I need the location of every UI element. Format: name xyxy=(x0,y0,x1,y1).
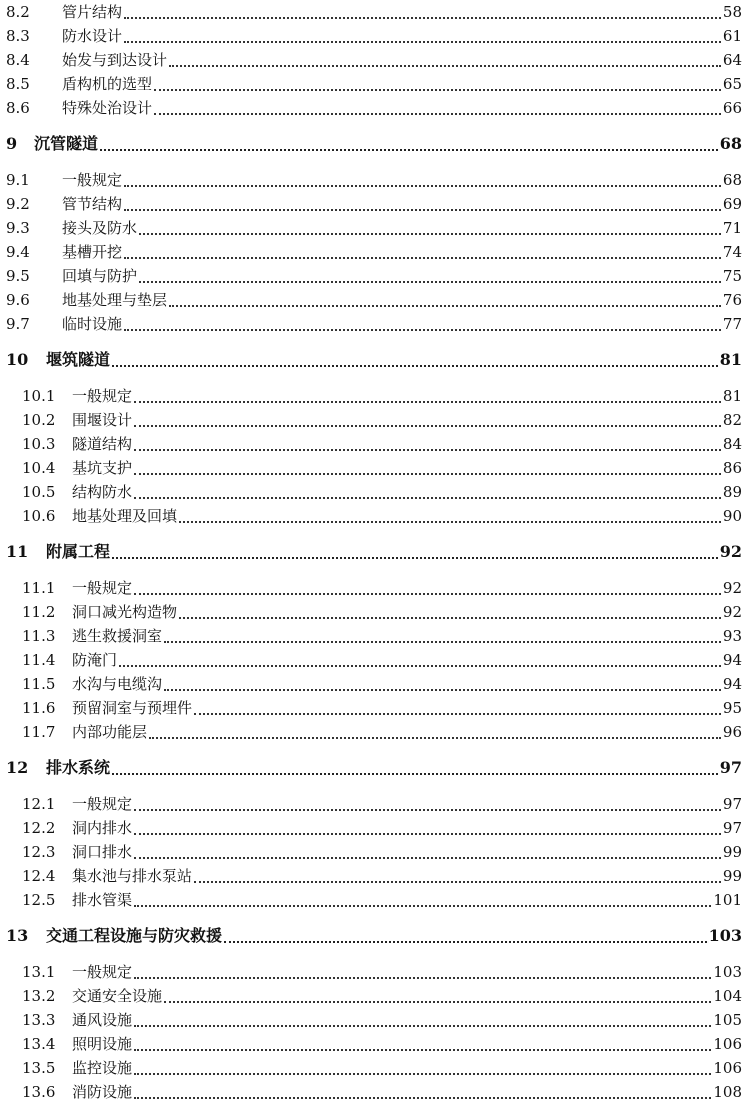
toc-entry-title: 排水系统 xyxy=(46,757,111,777)
toc-entry-title: 交通工程设施与防灾救援 xyxy=(46,925,223,945)
toc-dot-leader xyxy=(134,1073,711,1075)
toc-dot-leader xyxy=(164,689,721,691)
toc-entry-page: 71 xyxy=(722,218,742,237)
toc-dot-leader xyxy=(134,833,721,835)
toc-entry-number: 8.6 xyxy=(6,99,30,118)
toc-entry-number: 11.4 xyxy=(22,650,56,669)
toc-entry-page: 92 xyxy=(722,578,742,597)
toc-section-row[interactable] xyxy=(0,264,750,288)
toc-section-row[interactable] xyxy=(0,840,750,864)
toc-entry-number: 9.2 xyxy=(6,194,30,213)
toc-entry-page: 101 xyxy=(713,891,742,909)
toc-entry-page: 86 xyxy=(722,459,742,477)
toc-entry-title: 地基处理与垫层 xyxy=(62,291,168,310)
toc-entry-number: 8.3 xyxy=(6,27,30,45)
toc-section-row[interactable] xyxy=(0,696,750,720)
toc-entry-number: 13.6 xyxy=(22,1082,56,1101)
toc-section-row[interactable] xyxy=(0,408,750,432)
toc-entry-page: 105 xyxy=(713,1010,742,1029)
toc-entry-title: 基槽开挖 xyxy=(62,243,123,261)
toc-section-row[interactable] xyxy=(0,864,750,888)
toc-entry-title: 洞内排水 xyxy=(72,818,133,837)
toc-section-row[interactable] xyxy=(0,240,750,264)
toc-dot-leader xyxy=(154,89,721,91)
toc-dot-leader xyxy=(169,65,721,67)
toc-entry-page: 96 xyxy=(722,723,742,742)
toc-dot-leader xyxy=(124,185,721,187)
toc-entry-title: 围堰设计 xyxy=(72,410,133,429)
toc-entry-number: 11.6 xyxy=(22,699,56,717)
toc-dot-leader xyxy=(112,557,718,559)
toc-entry-page: 106 xyxy=(713,1058,742,1077)
toc-entry-title: 交通安全设施 xyxy=(72,986,163,1005)
toc-dot-leader xyxy=(112,365,718,367)
toc-entry-title: 预留洞室与预埋件 xyxy=(72,699,193,717)
toc-entry-number: 13.1 xyxy=(22,962,56,981)
toc-entry-number: 9.1 xyxy=(6,170,30,189)
toc-chapter-row[interactable] xyxy=(0,756,750,780)
toc-section-row[interactable] xyxy=(0,72,750,96)
toc-entry-page: 92 xyxy=(722,602,742,621)
toc-entry-title: 集水池与排水泵站 xyxy=(72,866,193,885)
toc-entry-page: 81 xyxy=(719,350,742,369)
toc-section-row[interactable] xyxy=(0,600,750,624)
toc-entry-number: 10.5 xyxy=(22,483,56,502)
toc-dot-leader xyxy=(134,1049,711,1051)
toc-entry-title: 临时设施 xyxy=(62,315,123,334)
toc-entry-number: 10.4 xyxy=(22,459,56,477)
toc-entry-title: 一般规定 xyxy=(72,962,133,981)
toc-entry-number: 9.4 xyxy=(6,243,30,261)
toc-entry-number: 9 xyxy=(6,134,18,153)
toc-entry-number: 8.4 xyxy=(6,51,30,70)
toc-entry-number: 13.5 xyxy=(22,1058,56,1077)
toc-dot-leader xyxy=(119,665,721,667)
toc-entry-title: 防水设计 xyxy=(62,27,123,45)
toc-dot-leader xyxy=(139,281,721,283)
toc-entry-number: 11.1 xyxy=(22,578,56,597)
toc-entry-page: 104 xyxy=(713,986,742,1005)
toc-entry-page: 61 xyxy=(722,27,742,45)
toc-dot-leader xyxy=(112,773,718,775)
toc-entry-page: 81 xyxy=(722,386,742,405)
toc-dot-leader xyxy=(154,113,721,115)
toc-entry-number: 9.5 xyxy=(6,267,30,286)
toc-entry-title: 堰筑隧道 xyxy=(46,350,111,369)
toc-dot-leader xyxy=(134,809,721,811)
toc-entry-title: 防淹门 xyxy=(72,650,118,669)
toc-entry-page: 89 xyxy=(722,483,742,502)
toc-section-row[interactable] xyxy=(0,624,750,648)
toc-dot-leader xyxy=(134,473,721,475)
toc-section-row[interactable] xyxy=(0,312,750,336)
toc-entry-title: 一般规定 xyxy=(72,794,133,813)
toc-section-row[interactable] xyxy=(0,888,750,912)
toc-entry-page: 66 xyxy=(722,99,742,118)
toc-section-row[interactable] xyxy=(0,288,750,312)
toc-dot-leader xyxy=(179,521,721,523)
toc-entry-number: 13.2 xyxy=(22,986,56,1005)
toc-entry-number: 12 xyxy=(6,757,29,777)
toc-entry-number: 11.2 xyxy=(22,602,56,621)
toc-dot-leader xyxy=(224,941,707,943)
toc-entry-page: 97 xyxy=(719,757,742,777)
toc-entry-number: 11.3 xyxy=(22,626,56,645)
toc-dot-leader xyxy=(194,713,721,715)
toc-entry-number: 10 xyxy=(6,350,29,369)
toc-entry-page: 92 xyxy=(719,541,742,561)
toc-entry-page: 94 xyxy=(722,675,742,693)
toc-dot-leader xyxy=(124,209,721,211)
toc-dot-leader xyxy=(124,41,721,43)
toc-dot-leader xyxy=(134,497,721,499)
toc-entry-page: 103 xyxy=(708,925,742,945)
toc-dot-leader xyxy=(164,641,721,643)
toc-entry-title: 洞口减光构造物 xyxy=(72,602,178,621)
toc-section-row[interactable] xyxy=(0,1056,750,1080)
toc-chapter-row[interactable] xyxy=(0,540,750,564)
toc-entry-number: 12.3 xyxy=(22,842,56,861)
toc-entry-title: 地基处理及回填 xyxy=(72,507,178,526)
toc-dot-leader xyxy=(149,737,721,739)
toc-section-row[interactable] xyxy=(0,504,750,528)
toc-chapter-row[interactable] xyxy=(0,132,750,156)
toc-entry-page: 75 xyxy=(722,267,742,286)
toc-entry-number: 11.5 xyxy=(22,675,56,693)
toc-entry-title: 盾构机的选型 xyxy=(62,75,153,94)
toc-dot-leader xyxy=(134,401,721,403)
toc-entry-page: 93 xyxy=(722,626,742,645)
toc-section-row[interactable] xyxy=(0,792,750,816)
toc-entry-number: 10.6 xyxy=(22,507,56,526)
toc-dot-leader xyxy=(124,257,721,259)
toc-entry-page: 65 xyxy=(722,75,742,94)
toc-entry-page: 68 xyxy=(722,170,742,189)
toc-section-row[interactable] xyxy=(0,0,750,24)
toc-chapter-row[interactable] xyxy=(0,348,750,372)
toc-entry-number: 8.5 xyxy=(6,75,30,94)
toc-entry-title: 基坑支护 xyxy=(72,459,133,477)
toc-entry-number: 8.2 xyxy=(6,3,30,21)
toc-entry-page: 58 xyxy=(722,3,742,21)
toc-entry-title: 回填与防护 xyxy=(62,267,138,286)
toc-entry-page: 82 xyxy=(722,410,742,429)
toc-entry-title: 管片结构 xyxy=(62,3,123,21)
toc-entry-title: 隧道结构 xyxy=(72,434,133,453)
toc-chapter-row[interactable] xyxy=(0,924,750,948)
toc-entry-page: 77 xyxy=(722,315,742,334)
toc-entry-page: 106 xyxy=(713,1034,742,1053)
toc-entry-page: 94 xyxy=(722,650,742,669)
toc-entry-page: 90 xyxy=(722,507,742,526)
toc-entry-page: 99 xyxy=(722,842,742,861)
toc-entry-number: 9.3 xyxy=(6,218,30,237)
toc-entry-page: 97 xyxy=(722,818,742,837)
toc-entry-title: 管节结构 xyxy=(62,194,123,213)
toc-entry-title: 通风设施 xyxy=(72,1010,133,1029)
toc-entry-page: 68 xyxy=(719,134,742,153)
toc-dot-leader xyxy=(164,1001,711,1003)
toc-entry-title: 沉管隧道 xyxy=(34,134,99,153)
toc-dot-leader xyxy=(100,149,718,151)
toc-entry-number: 13 xyxy=(6,925,29,945)
toc-entry-page: 76 xyxy=(722,291,742,310)
toc-section-row[interactable] xyxy=(0,48,750,72)
toc-entry-number: 10.1 xyxy=(22,386,56,405)
toc-entry-number: 12.4 xyxy=(22,866,56,885)
toc-entry-title: 附属工程 xyxy=(46,541,111,561)
toc-section-row[interactable] xyxy=(0,384,750,408)
toc-dot-leader xyxy=(134,857,721,859)
toc-entry-title: 一般规定 xyxy=(62,170,123,189)
toc-entry-title: 特殊处治设计 xyxy=(62,99,153,118)
toc-dot-leader xyxy=(134,1025,711,1027)
toc-entry-title: 接头及防水 xyxy=(62,218,138,237)
toc-section-row[interactable] xyxy=(0,1008,750,1032)
toc-entry-number: 12.1 xyxy=(22,794,56,813)
toc-dot-leader xyxy=(179,617,721,619)
toc-dot-leader xyxy=(134,425,721,427)
toc-section-row[interactable] xyxy=(0,648,750,672)
toc-entry-number: 11 xyxy=(6,541,29,561)
toc-entry-page: 95 xyxy=(722,699,742,717)
toc-section-row[interactable] xyxy=(0,480,750,504)
toc-entry-page: 64 xyxy=(722,51,742,70)
toc-entry-title: 照明设施 xyxy=(72,1034,133,1053)
toc-entry-number: 9.6 xyxy=(6,291,30,310)
toc-dot-leader xyxy=(134,905,711,907)
toc-entry-title: 逃生救援洞室 xyxy=(72,626,163,645)
toc-section-row[interactable] xyxy=(0,816,750,840)
toc-entry-number: 12.2 xyxy=(22,818,56,837)
toc-entry-title: 水沟与电缆沟 xyxy=(72,675,163,693)
toc-entry-title: 消防设施 xyxy=(72,1082,133,1101)
toc-entry-page: 74 xyxy=(722,243,742,261)
toc-section-row[interactable] xyxy=(0,960,750,984)
toc-section-row[interactable] xyxy=(0,672,750,696)
toc-entry-title: 监控设施 xyxy=(72,1058,133,1077)
toc-dot-leader xyxy=(134,1097,711,1099)
toc-dot-leader xyxy=(124,329,721,331)
toc-entry-page: 97 xyxy=(722,794,742,813)
toc-entry-title: 洞口排水 xyxy=(72,842,133,861)
toc-section-row[interactable] xyxy=(0,216,750,240)
toc-entry-title: 结构防水 xyxy=(72,483,133,502)
toc-entry-title: 始发与到达设计 xyxy=(62,51,168,70)
toc-entry-number: 11.7 xyxy=(22,723,56,742)
toc-entry-title: 一般规定 xyxy=(72,578,133,597)
toc-section-row[interactable] xyxy=(0,96,750,120)
toc-section-row[interactable] xyxy=(0,168,750,192)
toc-entry-page: 84 xyxy=(722,434,742,453)
toc-section-row[interactable] xyxy=(0,432,750,456)
toc-dot-leader xyxy=(139,233,721,235)
toc-entry-title: 一般规定 xyxy=(72,386,133,405)
toc-section-row[interactable] xyxy=(0,456,750,480)
toc-entry-page: 69 xyxy=(722,194,742,213)
toc-entry-number: 9.7 xyxy=(6,315,30,334)
toc-entry-number: 10.2 xyxy=(22,410,56,429)
toc-entry-number: 12.5 xyxy=(22,891,56,909)
toc-dot-leader xyxy=(169,305,721,307)
toc-dot-leader xyxy=(194,881,721,883)
toc-section-row[interactable] xyxy=(0,24,750,48)
toc-section-row[interactable] xyxy=(0,720,750,744)
toc-section-row[interactable] xyxy=(0,1080,750,1104)
toc-entry-page: 108 xyxy=(713,1082,742,1101)
toc-entry-number: 10.3 xyxy=(22,434,56,453)
toc-entry-number: 13.4 xyxy=(22,1034,56,1053)
toc-dot-leader xyxy=(134,593,721,595)
toc-section-row[interactable] xyxy=(0,576,750,600)
toc-entry-page: 99 xyxy=(722,866,742,885)
toc-dot-leader xyxy=(124,17,721,19)
toc-entry-title: 排水管渠 xyxy=(72,891,133,909)
toc-section-row[interactable] xyxy=(0,192,750,216)
toc-entry-title: 内部功能层 xyxy=(72,723,148,742)
toc-entry-number: 13.3 xyxy=(22,1010,56,1029)
toc-section-row[interactable] xyxy=(0,984,750,1008)
toc-entry-page: 103 xyxy=(713,962,742,981)
toc-section-row[interactable] xyxy=(0,1032,750,1056)
toc-dot-leader xyxy=(134,977,711,979)
toc-dot-leader xyxy=(134,449,721,451)
